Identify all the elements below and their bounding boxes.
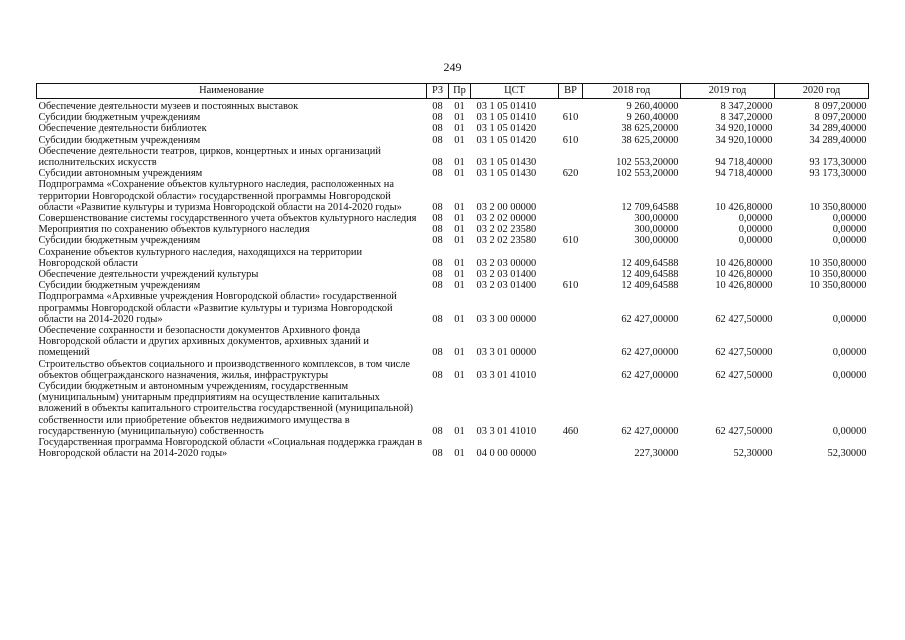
- header-name: Наименование: [37, 84, 427, 99]
- row-2020: 8 097,20000: [814, 101, 867, 112]
- row-name: Обеспечение деятельности учреждений культуры: [38, 269, 259, 281]
- row-rz: 08: [432, 213, 443, 225]
- row-name: Подпрограмма «Сохранение объектов культурного наследия, расположенных на территории Новгородской области» государственной программы Новгородской области «Развитие культуры и туризма Новгородской области на 2014-2020 годы»: [38, 179, 402, 213]
- row-vr: [559, 269, 583, 280]
- row-2020: 93 173,30000: [809, 157, 867, 169]
- row-pr: 01: [454, 448, 465, 460]
- row-2020: 10 350,80000: [809, 269, 867, 281]
- row-pr: 01: [454, 425, 465, 437]
- table-row: [37, 168, 869, 179]
- row-2020: 10 350,80000: [809, 257, 867, 269]
- row-name: Субсидии бюджетным учреждениям: [38, 235, 201, 247]
- table-row: [37, 280, 869, 291]
- table-row: [37, 269, 869, 280]
- row-2020: 10 350,80000: [809, 201, 867, 213]
- page-number: 249: [443, 60, 462, 74]
- row-rz: 08: [432, 134, 443, 146]
- row-rz: 08: [432, 369, 443, 381]
- row-cst: 03 2 00 00000: [476, 201, 537, 213]
- row-2019: 0,00000: [738, 224, 773, 236]
- row-name: Мероприятия по сохранению объектов культурного наследия: [38, 224, 310, 236]
- row-vr: [559, 247, 583, 269]
- row-2018: 300,00000: [634, 213, 679, 225]
- row-rz: 08: [432, 347, 443, 359]
- row-2019: 10 426,80000: [715, 280, 773, 292]
- row-2018: 62 427,00000: [621, 347, 679, 359]
- budget-table: [36, 83, 869, 460]
- row-2018: 300,00000: [634, 224, 679, 236]
- table-row: [37, 179, 869, 213]
- row-vr: 610: [562, 235, 579, 247]
- row-rz: 08: [432, 448, 443, 460]
- header-2020: 2020 год: [775, 84, 869, 99]
- row-2018: 38 625,20000: [621, 134, 679, 146]
- row-name: Совершенствование системы государственного учета объектов культурного наследия: [38, 213, 417, 225]
- row-rz: 08: [432, 269, 443, 281]
- row-name: Субсидии бюджетным учреждениям: [38, 134, 201, 146]
- row-name: Обеспечение деятельности музеев и постоянных выставок: [38, 101, 299, 112]
- table-row: [37, 437, 869, 459]
- row-vr: [559, 224, 583, 235]
- row-2018: 300,00000: [634, 235, 679, 247]
- row-2020: 93 173,30000: [809, 168, 867, 180]
- row-name: Обеспечение деятельности театров, цирков, концертных и иных организаций исполнительских искусств: [38, 145, 381, 169]
- row-rz: 08: [432, 235, 443, 247]
- row-2019: 10 426,80000: [715, 269, 773, 281]
- row-cst: 03 2 03 01400: [476, 269, 537, 281]
- row-2020: 0,00000: [832, 313, 867, 325]
- row-rz: 08: [432, 313, 443, 325]
- row-2019: 62 427,50000: [715, 347, 773, 359]
- row-vr: [559, 437, 583, 459]
- row-rz: 08: [432, 123, 443, 135]
- table-row: [37, 224, 869, 235]
- header-pr: Пр: [449, 84, 471, 99]
- row-2018: 12 409,64588: [621, 280, 679, 292]
- row-2018: 38 625,20000: [621, 123, 679, 135]
- row-pr: 01: [454, 269, 465, 281]
- row-2018: 102 553,20000: [616, 157, 679, 169]
- row-pr: 01: [454, 134, 465, 146]
- row-2020: 0,00000: [832, 347, 867, 359]
- row-cst: 03 2 03 00000: [476, 257, 537, 269]
- row-name: Субсидии бюджетным учреждениям: [38, 112, 201, 124]
- row-rz: 08: [432, 280, 443, 292]
- row-2018: 102 553,20000: [616, 168, 679, 180]
- row-name: Субсидии бюджетным и автономным учреждениям, государственным (муниципальным) унитарным предприятиям на осуществление капитальных вложений в объекты капитального строительства государственной (муниципальной) собственности или приобретение объектов недвижимого имущества в государственную (муниципальную) собственность: [38, 381, 413, 437]
- row-cst: 04 0 00 00000: [476, 448, 537, 460]
- row-2020: 0,00000: [832, 425, 867, 437]
- row-vr: [559, 146, 583, 168]
- table-row: [37, 381, 869, 437]
- row-pr: 01: [454, 313, 465, 325]
- row-2019: 62 427,50000: [715, 369, 773, 381]
- row-pr: 01: [454, 101, 465, 112]
- row-2019: 34 920,10000: [715, 134, 773, 146]
- table-row: [37, 213, 869, 224]
- row-vr: [559, 123, 583, 134]
- row-vr: [559, 179, 583, 213]
- row-cst: 03 1 05 01430: [476, 157, 537, 169]
- row-pr: 01: [454, 280, 465, 292]
- row-pr: 01: [454, 257, 465, 269]
- row-name: Сохранение объектов культурного наследия, находящихся на территории Новгородской области: [38, 246, 363, 269]
- row-2018: 9 260,40000: [626, 101, 679, 112]
- row-vr: 610: [562, 134, 579, 146]
- row-pr: 01: [454, 168, 465, 180]
- row-cst: 03 1 05 01410: [476, 112, 537, 124]
- row-pr: 01: [454, 157, 465, 169]
- row-2018: 62 427,00000: [621, 369, 679, 381]
- row-2018: 12 709,64588: [621, 201, 679, 213]
- row-2019: 10 426,80000: [715, 257, 773, 269]
- table-row: [37, 247, 869, 269]
- table-row: [37, 146, 869, 168]
- row-2019: 8 347,20000: [720, 101, 773, 112]
- row-cst: 03 3 01 41010: [476, 369, 537, 381]
- row-rz: 08: [432, 101, 443, 112]
- row-2020: 34 289,40000: [809, 134, 867, 146]
- table-row: [37, 123, 869, 134]
- row-2018: 12 409,64588: [621, 257, 679, 269]
- row-vr: [559, 99, 583, 113]
- row-cst: 03 1 05 01430: [476, 168, 537, 180]
- row-pr: 01: [454, 123, 465, 135]
- header-2018: 2018 год: [583, 84, 681, 99]
- row-cst: 03 1 05 01410: [476, 101, 537, 112]
- row-rz: 08: [432, 168, 443, 180]
- row-name: Субсидии бюджетным учреждениям: [38, 280, 201, 292]
- row-cst: 03 3 00 00000: [476, 313, 537, 325]
- row-2018: 9 260,40000: [626, 112, 679, 124]
- row-vr: [559, 291, 583, 325]
- row-2020: 0,00000: [832, 213, 867, 225]
- row-pr: 01: [454, 235, 465, 247]
- table-body: [37, 99, 869, 460]
- row-rz: 08: [432, 112, 443, 124]
- row-name: Строительство объектов социального и производственного комплексов, в том числе объектов общегражданского назначения, жилья, инфраструктуры: [38, 358, 411, 381]
- row-name: Субсидии автономным учреждениям: [38, 168, 203, 180]
- row-2019: 34 920,10000: [715, 123, 773, 135]
- header-2019: 2019 год: [681, 84, 775, 99]
- row-2019: 94 718,40000: [715, 157, 773, 169]
- row-cst: 03 3 01 41010: [476, 425, 537, 437]
- row-cst: 03 2 02 00000: [476, 213, 537, 225]
- row-vr: [559, 213, 583, 224]
- row-2018: 12 409,64588: [621, 269, 679, 281]
- table-header-row: [37, 84, 869, 99]
- header-cst: ЦСТ: [471, 84, 559, 99]
- row-rz: 08: [432, 224, 443, 236]
- header-vr: ВР: [559, 84, 583, 99]
- row-cst: 03 3 01 00000: [476, 347, 537, 359]
- row-rz: 08: [432, 201, 443, 213]
- row-vr: [559, 359, 583, 381]
- row-pr: 01: [454, 224, 465, 236]
- row-2019: 0,00000: [738, 235, 773, 247]
- row-2020: 8 097,20000: [814, 112, 867, 124]
- row-cst: 03 2 02 23580: [476, 224, 537, 236]
- row-2018: 62 427,00000: [621, 313, 679, 325]
- table-row: [37, 325, 869, 359]
- row-cst: 03 2 02 23580: [476, 235, 537, 247]
- row-name: Обеспечение деятельности библиотек: [38, 123, 207, 135]
- row-2019: 62 427,50000: [715, 313, 773, 325]
- row-2018: 227,30000: [634, 448, 679, 460]
- row-pr: 01: [454, 213, 465, 225]
- table-row: [37, 235, 869, 246]
- row-2020: 52,30000: [827, 448, 867, 460]
- row-name: Государственная программа Новгородской области «Социальная поддержка граждан в Новгородской области на 2014-2020 годы»: [38, 437, 423, 460]
- row-2018: 62 427,00000: [621, 425, 679, 437]
- row-2020: 10 350,80000: [809, 280, 867, 292]
- row-cst: 03 2 03 01400: [476, 280, 537, 292]
- table-row: [37, 112, 869, 123]
- table-row: [37, 135, 869, 146]
- row-2019: 10 426,80000: [715, 201, 773, 213]
- row-vr: 460: [562, 425, 579, 437]
- header-rz: РЗ: [427, 84, 449, 99]
- table-row: [37, 291, 869, 325]
- row-vr: 610: [562, 112, 579, 124]
- row-cst: 03 1 05 01420: [476, 123, 537, 135]
- row-pr: 01: [454, 112, 465, 124]
- row-2020: 0,00000: [832, 224, 867, 236]
- row-2019: 94 718,40000: [715, 168, 773, 180]
- row-rz: 08: [432, 157, 443, 169]
- row-2019: 0,00000: [738, 213, 773, 225]
- table-row: [37, 99, 869, 113]
- row-pr: 01: [454, 201, 465, 213]
- row-pr: 01: [454, 347, 465, 359]
- row-cst: 03 1 05 01420: [476, 134, 537, 146]
- table-row: [37, 359, 869, 381]
- row-2019: 52,30000: [733, 448, 773, 460]
- row-rz: 08: [432, 425, 443, 437]
- row-2020: 34 289,40000: [809, 123, 867, 135]
- row-vr: [559, 325, 583, 359]
- row-2019: 8 347,20000: [720, 112, 773, 124]
- row-2019: 62 427,50000: [715, 425, 773, 437]
- row-rz: 08: [432, 257, 443, 269]
- row-2020: 0,00000: [832, 369, 867, 381]
- row-name: Обеспечение сохранности и безопасности документов Архивного фонда Новгородской области и других архивных документов, архивных зданий и помещений: [38, 325, 369, 359]
- row-vr: 620: [562, 168, 579, 180]
- row-pr: 01: [454, 369, 465, 381]
- row-name: Подпрограмма «Архивные учреждения Новгородской области» государственной программы Новгородской области «Развитие культуры и туризма Новгородской области на 2014-2020 годы»: [38, 291, 397, 325]
- row-vr: 610: [562, 280, 579, 292]
- row-2020: 0,00000: [832, 235, 867, 247]
